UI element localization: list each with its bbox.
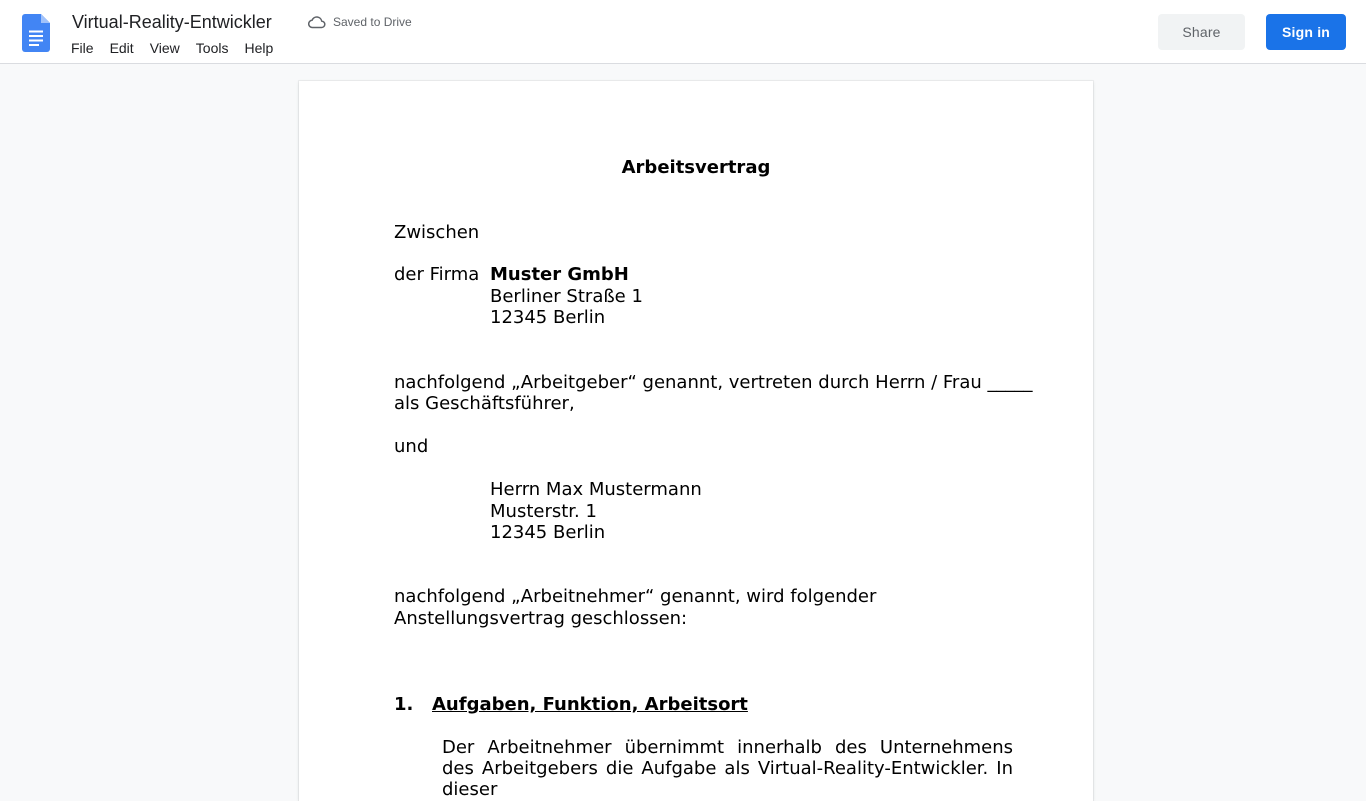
menu-edit[interactable]: Edit [109, 40, 134, 56]
menu-bar [63, 38, 281, 58]
menu-file[interactable]: File [71, 40, 94, 56]
save-status-text: Saved to Drive [333, 15, 412, 29]
menu-tools[interactable]: Tools [195, 40, 229, 56]
cloud-saved-icon [308, 15, 326, 29]
and-text: und [394, 436, 429, 457]
company-label: der Firma [394, 264, 480, 285]
employee-clause-line-1: nachfolgend „Arbeitnehmer“ genannt, wird folgender [394, 586, 877, 607]
document-title[interactable]: Virtual-Reality-Entwickler [72, 12, 272, 32]
employee-clause-line-2: Anstellungsvertrag geschlossen: [394, 608, 688, 629]
employee-city: 12345 Berlin [490, 522, 606, 543]
company-name: Muster GmbH [490, 264, 629, 285]
section-1-paragraph: Der Arbeitnehmer übernimmt innerhalb des Unternehmens des Arbeitgebers die Aufgabe als Virtual-Reality-Entwickler. In dieser [442, 737, 1013, 800]
menu-help[interactable]: Help [244, 40, 274, 56]
company-street: Berliner Straße 1 [490, 286, 643, 307]
section-1-heading: Aufgaben, Funktion, Arbeitsort [432, 694, 748, 715]
save-status [308, 14, 412, 30]
section-1-number: 1. [394, 694, 414, 715]
employee-street: Musterstr. 1 [490, 501, 597, 522]
document-heading: Arbeitsvertrag [621, 157, 771, 178]
sign-in-button[interactable] [1266, 14, 1346, 50]
app-header [0, 0, 1366, 64]
document-page[interactable] [299, 81, 1093, 801]
company-city: 12345 Berlin [490, 307, 606, 328]
employee-name: Herrn Max Mustermann [490, 479, 702, 500]
between-text: Zwischen [394, 222, 480, 243]
employer-clause-line-1: nachfolgend „Arbeitgeber“ genannt, vertreten durch Herrn / Frau _____ [394, 372, 1033, 393]
share-button[interactable] [1158, 14, 1245, 50]
sign-in-button-label: Sign in [1281, 24, 1331, 40]
menu-view[interactable]: View [149, 40, 180, 56]
share-button-label: Share [1182, 24, 1221, 40]
docs-logo-icon[interactable] [22, 14, 50, 52]
employer-clause-line-2: als Geschäftsführer, [394, 393, 575, 414]
